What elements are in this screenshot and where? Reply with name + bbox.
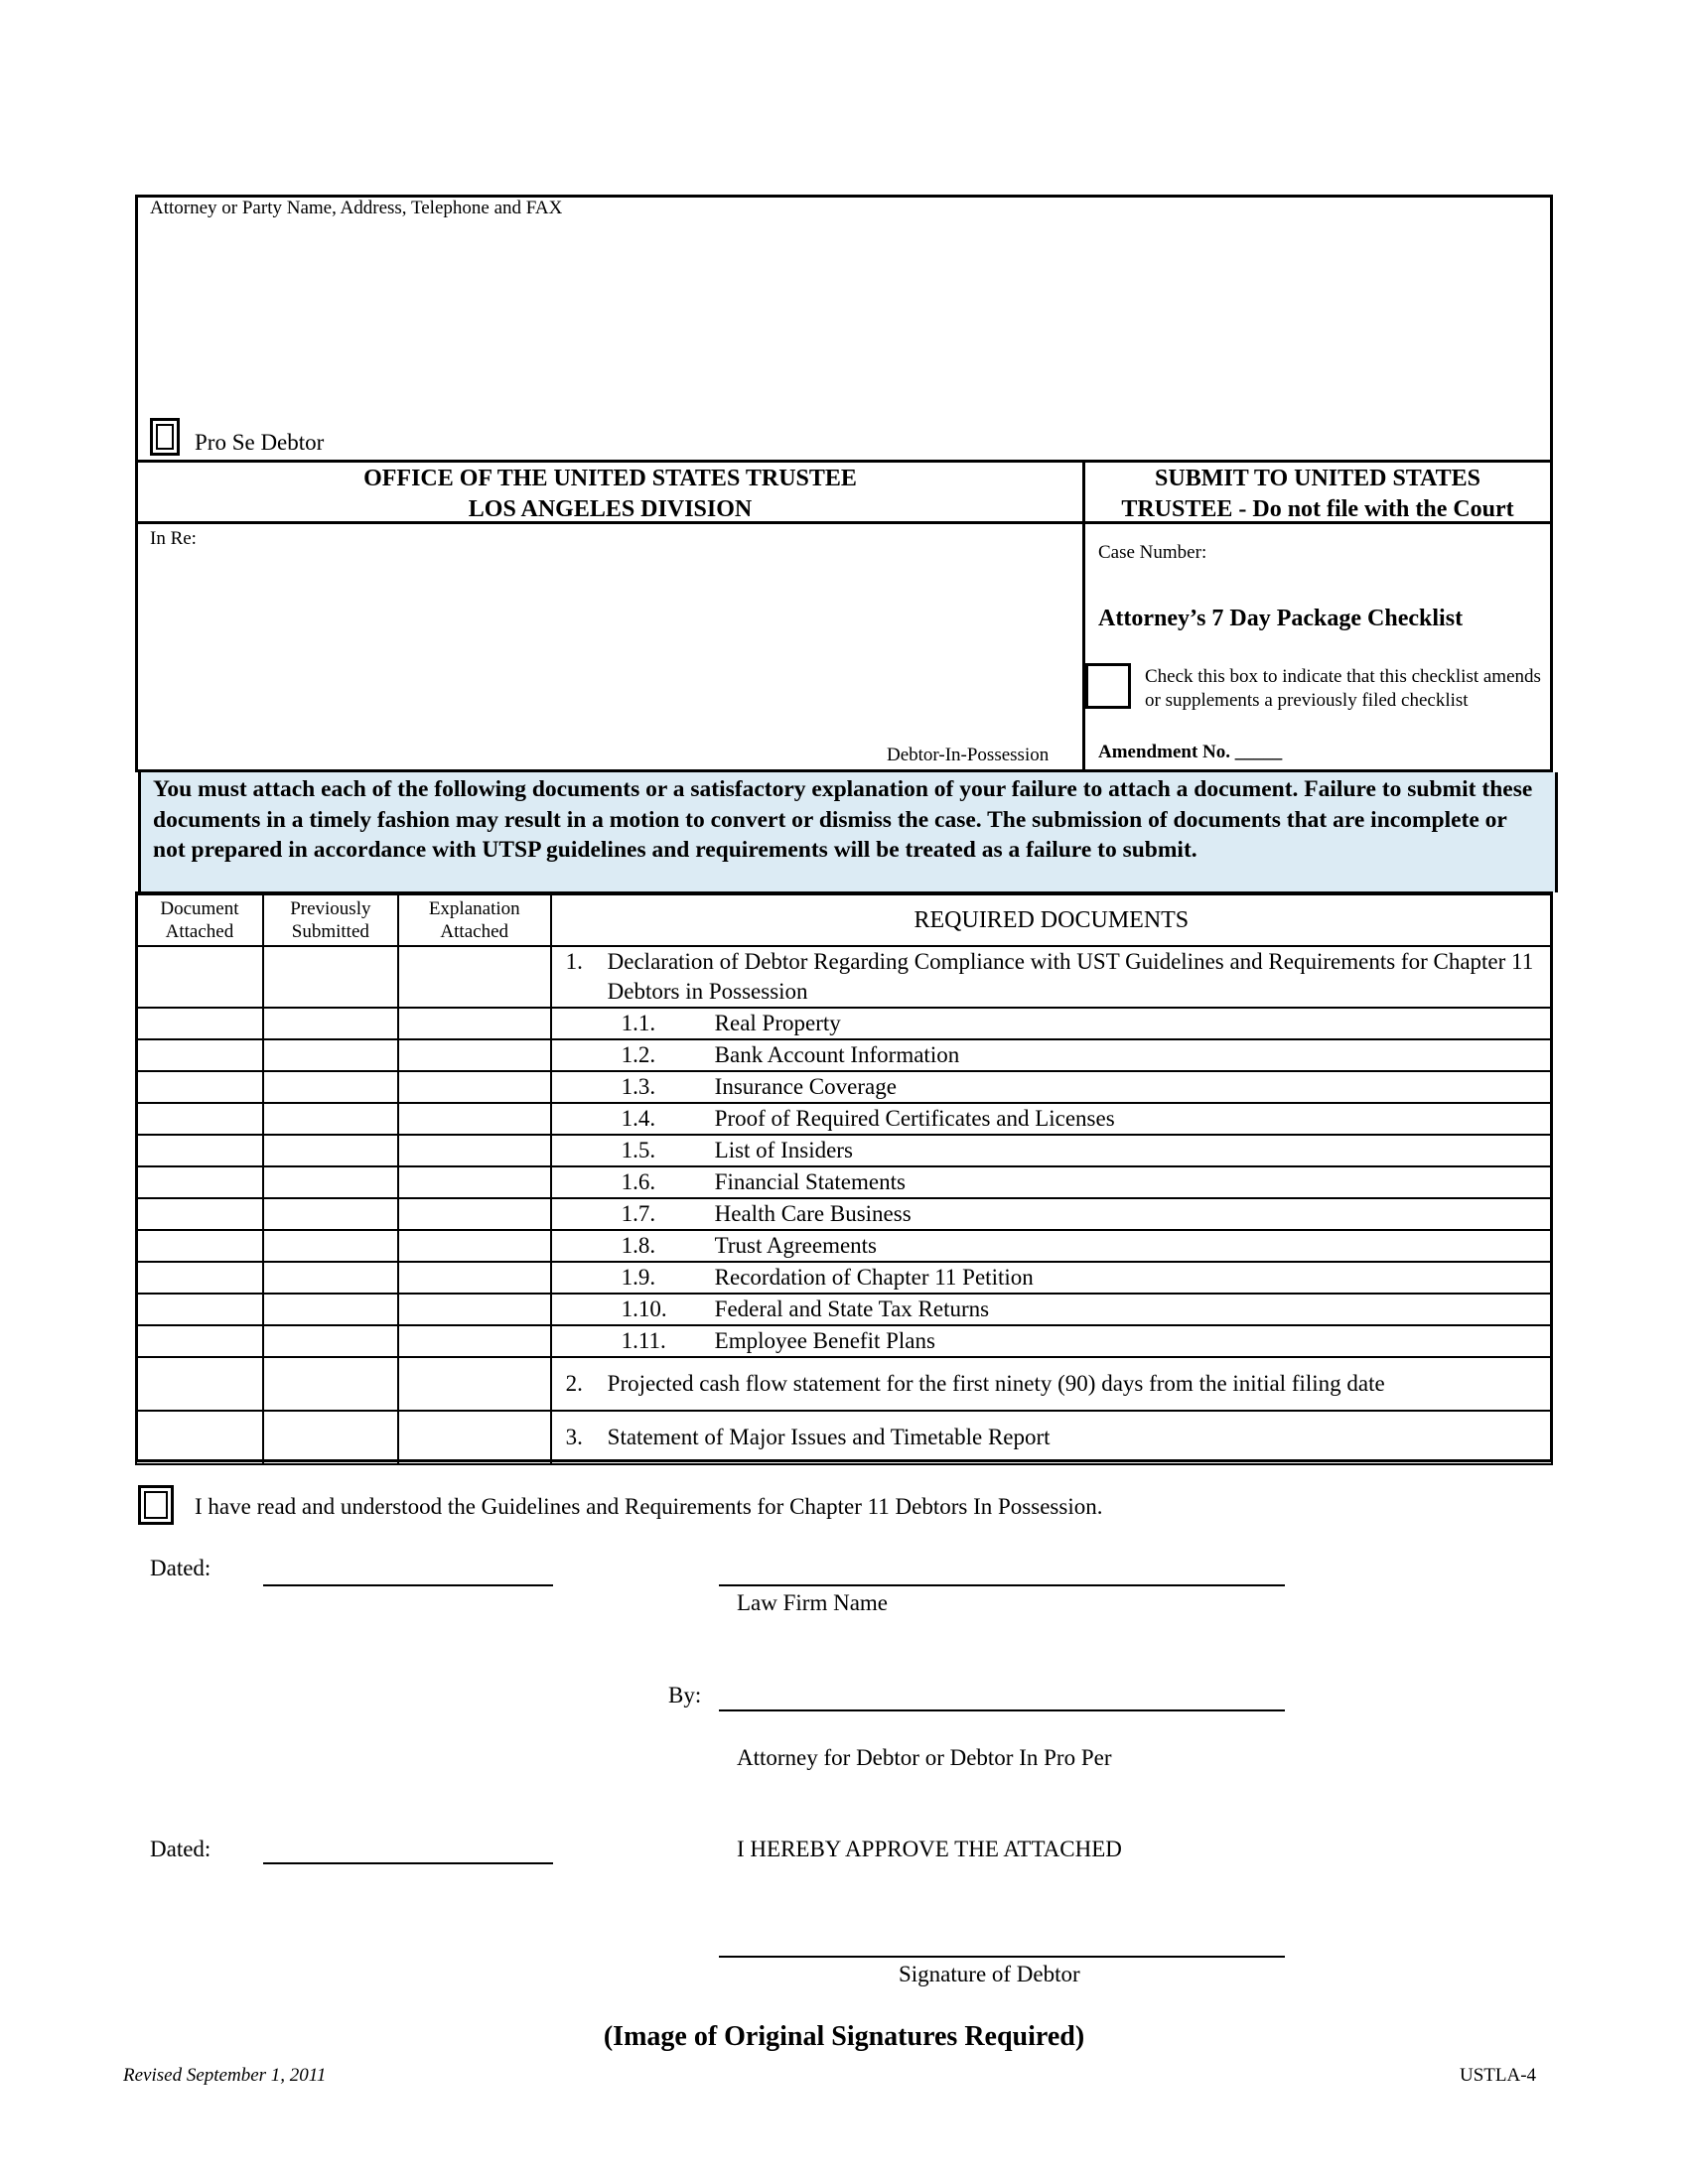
subitem-text: Bank Account Information	[714, 1042, 960, 1067]
cell-explanation-attached[interactable]	[398, 1039, 551, 1071]
notice-text: You must attach each of the following documents or a satisfactory explanation of your failure to attach a document. Failure to submit these documents in a timely fashion may result in a motion to convert or dismiss the case. The submission of documents that are incomplete or not prepared in accordance with UTSP guidelines and requirements will be treated as a failure to submit.	[138, 772, 1558, 892]
cell-document-attached[interactable]	[136, 1039, 263, 1071]
subitem-text: Financial Statements	[714, 1169, 906, 1194]
subitem-text: Insurance Coverage	[714, 1074, 897, 1099]
cell-explanation-attached[interactable]	[398, 1198, 551, 1230]
subitem	[551, 1103, 1552, 1135]
cell-explanation-attached[interactable]	[398, 1103, 551, 1135]
submit-line1: SUBMIT TO UNITED STATES	[1155, 466, 1480, 491]
subitem-text: Real Property	[714, 1011, 841, 1035]
subitem-text: Trust Agreements	[714, 1233, 878, 1258]
subitem	[551, 1008, 1552, 1039]
in-re-label: In Re:	[150, 528, 197, 549]
col-document-attached: Document Attached	[136, 894, 263, 946]
pro-se-checkbox[interactable]	[150, 418, 180, 456]
pro-se-label: Pro Se Debtor	[195, 430, 325, 455]
subitem-num: 1.6.	[621, 1169, 656, 1194]
law-firm-label: Law Firm Name	[737, 1590, 889, 1615]
cell-document-attached[interactable]	[136, 1135, 263, 1166]
dated-line-2[interactable]	[263, 1862, 553, 1864]
cell-explanation-attached[interactable]	[398, 1325, 551, 1357]
required-documents-table	[135, 893, 1553, 1465]
subitem	[551, 1325, 1552, 1357]
cell-previously-submitted[interactable]	[263, 1411, 398, 1464]
col-previously-submitted: Previously Submitted	[263, 894, 398, 946]
form-id: USTLA-4	[1460, 2065, 1537, 2086]
signature-of-debtor-label: Signature of Debtor	[899, 1962, 1080, 1986]
image-signatures-required: (Image of Original Signatures Required)	[603, 2021, 1085, 2052]
cell-document-attached[interactable]	[136, 1166, 263, 1198]
checklist-title: Attorney’s 7 Day Package Checklist	[1098, 606, 1464, 631]
cell-explanation-attached[interactable]	[398, 1262, 551, 1294]
item-2	[551, 1357, 1552, 1411]
subitem-num: 1.2.	[621, 1042, 656, 1067]
item-1-text: Declaration of Debtor Regarding Compliance with UST Guidelines and Requirements for Chapter 11 Debtors in Possession	[607, 949, 1534, 1004]
cell-explanation-attached[interactable]	[398, 1071, 551, 1103]
cell-previously-submitted[interactable]	[263, 1357, 398, 1411]
dated-label-1: Dated:	[150, 1556, 211, 1580]
item-3-num: 3.	[565, 1425, 583, 1449]
cell-previously-submitted[interactable]	[263, 946, 398, 1008]
office-line2: LOS ANGELES DIVISION	[468, 496, 753, 522]
table-row	[136, 1262, 1552, 1294]
cell-previously-submitted[interactable]	[263, 1166, 398, 1198]
amendment-number: Amendment No. _____	[1098, 742, 1283, 762]
col-required-documents: REQUIRED DOCUMENTS	[551, 894, 1552, 946]
table-row	[136, 1071, 1552, 1103]
cell-explanation-attached[interactable]	[398, 1294, 551, 1325]
cell-previously-submitted[interactable]	[263, 1103, 398, 1135]
subitem-num: 1.7.	[621, 1201, 656, 1226]
col-explanation-attached: Explanation Attached	[398, 894, 551, 946]
table-header-row	[136, 894, 1552, 946]
dated-label-2: Dated:	[150, 1837, 211, 1861]
acknowledge-checkbox[interactable]	[138, 1485, 174, 1525]
subitem-text: Proof of Required Certificates and Licenses	[714, 1106, 1115, 1131]
submit-line2: TRUSTEE - Do not file with the Court	[1121, 496, 1514, 522]
table-row	[136, 1103, 1552, 1135]
subitem	[551, 1135, 1552, 1166]
subitem-num: 1.10.	[621, 1297, 667, 1321]
cell-previously-submitted[interactable]	[263, 1230, 398, 1262]
acknowledge-text: I have read and understood the Guidelines and Requirements for Chapter 11 Debtors In Possession.	[195, 1494, 1103, 1519]
table-row	[136, 1039, 1552, 1071]
subitem	[551, 1166, 1552, 1198]
cell-explanation-attached[interactable]	[398, 1411, 551, 1464]
item-2-num: 2.	[565, 1371, 583, 1396]
by-signature-line[interactable]	[719, 1709, 1285, 1711]
submit-title	[1082, 464, 1553, 525]
cell-explanation-attached[interactable]	[398, 946, 551, 1008]
table-row	[136, 1135, 1552, 1166]
table-row	[136, 1357, 1552, 1411]
table-row	[136, 1230, 1552, 1262]
cell-explanation-attached[interactable]	[398, 1008, 551, 1039]
subitem-num: 1.8.	[621, 1233, 656, 1258]
cell-document-attached[interactable]	[136, 946, 263, 1008]
subitem	[551, 1294, 1552, 1325]
cell-document-attached[interactable]	[136, 1357, 263, 1411]
cell-document-attached[interactable]	[136, 1230, 263, 1262]
subitem-text: Employee Benefit Plans	[714, 1328, 935, 1353]
dated-line-1[interactable]	[263, 1584, 553, 1586]
subitem-num: 1.4.	[621, 1106, 656, 1131]
subitem-text: Federal and State Tax Returns	[714, 1297, 990, 1321]
item-1-num: 1.	[565, 949, 583, 974]
cell-document-attached[interactable]	[136, 1262, 263, 1294]
in-re-box	[135, 521, 1085, 772]
subitem-text: Recordation of Chapter 11 Petition	[714, 1265, 1034, 1290]
cell-explanation-attached[interactable]	[398, 1357, 551, 1411]
cell-previously-submitted[interactable]	[263, 1198, 398, 1230]
amend-text: Check this box to indicate that this checklist amends or supplements a previously filed checklist	[1145, 666, 1541, 711]
cell-document-attached[interactable]	[136, 1325, 263, 1357]
subitem-text: List of Insiders	[714, 1138, 853, 1162]
subitem-num: 1.3.	[621, 1074, 656, 1099]
subitem-num: 1.11.	[621, 1328, 666, 1353]
cell-explanation-attached[interactable]	[398, 1166, 551, 1198]
cell-document-attached[interactable]	[136, 1411, 263, 1464]
by-label: By:	[668, 1683, 702, 1707]
attorney-for-label: Attorney for Debtor or Debtor In Pro Per	[737, 1745, 1112, 1770]
item-1	[551, 946, 1552, 1008]
table-row	[136, 1166, 1552, 1198]
cell-previously-submitted[interactable]	[263, 1071, 398, 1103]
revised-date: Revised September 1, 2011	[123, 2065, 327, 2086]
cell-previously-submitted[interactable]	[263, 1262, 398, 1294]
cell-previously-submitted[interactable]	[263, 1008, 398, 1039]
cell-explanation-attached[interactable]	[398, 1135, 551, 1166]
office-title	[135, 464, 1085, 525]
subitem-num: 1.9.	[621, 1265, 656, 1290]
case-number-label: Case Number:	[1098, 542, 1207, 563]
cell-previously-submitted[interactable]	[263, 1039, 398, 1071]
cell-document-attached[interactable]	[136, 1294, 263, 1325]
cell-previously-submitted[interactable]	[263, 1325, 398, 1357]
cell-document-attached[interactable]	[136, 1071, 263, 1103]
cell-document-attached[interactable]	[136, 1103, 263, 1135]
subitem	[551, 1230, 1552, 1262]
subitem-num: 1.1.	[621, 1011, 656, 1035]
amend-checkbox[interactable]	[1085, 663, 1131, 709]
table-row	[136, 1008, 1552, 1039]
table-row	[136, 946, 1552, 1008]
approve-label: I HEREBY APPROVE THE ATTACHED	[737, 1837, 1122, 1861]
subitem	[551, 1071, 1552, 1103]
law-firm-line[interactable]	[719, 1584, 1285, 1586]
subitem	[551, 1198, 1552, 1230]
cell-document-attached[interactable]	[136, 1008, 263, 1039]
attorney-label: Attorney or Party Name, Address, Telephone and FAX	[150, 198, 563, 218]
subitem-num: 1.5.	[621, 1138, 656, 1162]
subitem	[551, 1262, 1552, 1294]
cell-previously-submitted[interactable]	[263, 1135, 398, 1166]
office-line1: OFFICE OF THE UNITED STATES TRUSTEE	[363, 466, 857, 491]
item-2-text: Projected cash flow statement for the first ninety (90) days from the initial filing date	[607, 1371, 1385, 1396]
subitem-text: Health Care Business	[714, 1201, 912, 1226]
debtor-in-possession-label: Debtor-In-Possession	[887, 745, 1050, 765]
table-row	[136, 1411, 1552, 1464]
debtor-signature-line[interactable]	[719, 1956, 1285, 1958]
item-3-text: Statement of Major Issues and Timetable Report	[607, 1425, 1051, 1449]
subitem	[551, 1039, 1552, 1071]
attorney-info-box	[135, 195, 1553, 463]
cell-previously-submitted[interactable]	[263, 1294, 398, 1325]
item-3	[551, 1411, 1552, 1464]
cell-explanation-attached[interactable]	[398, 1230, 551, 1262]
table-row	[136, 1294, 1552, 1325]
table-row	[136, 1198, 1552, 1230]
table-row	[136, 1325, 1552, 1357]
cell-document-attached[interactable]	[136, 1198, 263, 1230]
